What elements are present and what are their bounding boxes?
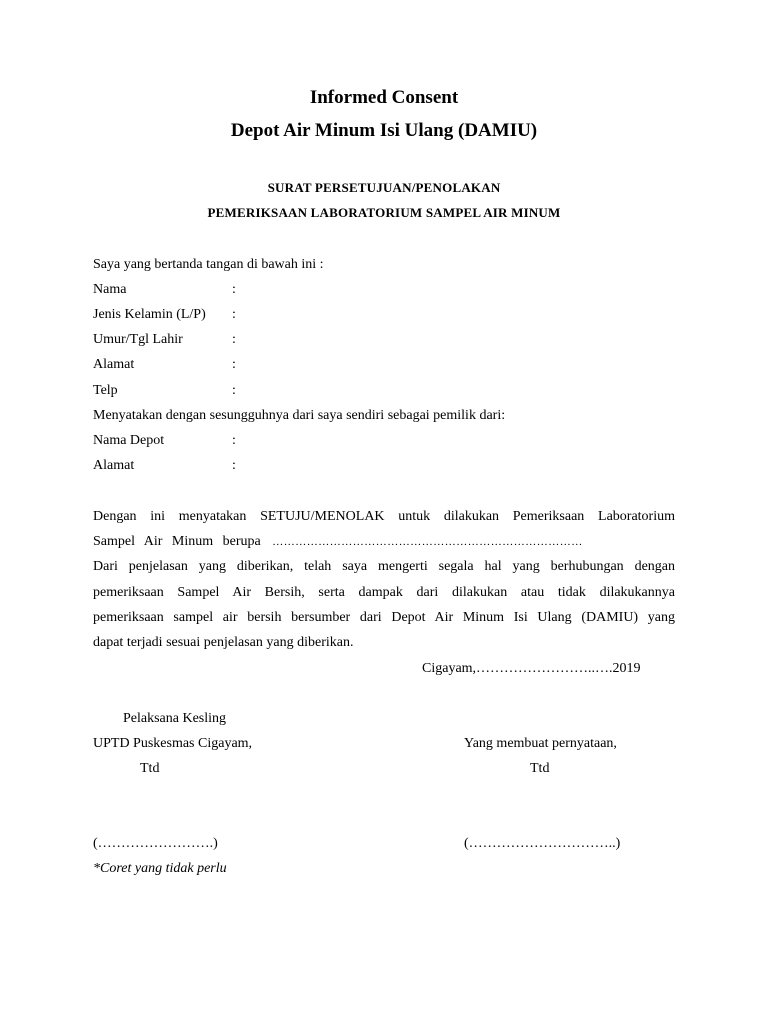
field-label-alamat: Alamat — [93, 357, 135, 372]
body-line: Dari penjelasan yang diberikan, telah saya mengerti segala hal yang berhubungan dengan — [93, 559, 675, 574]
signer-right-ttd: Ttd — [530, 761, 550, 776]
field-label-alamat-depot: Alamat — [93, 458, 135, 473]
intro-text: Saya yang bertanda tangan di bawah ini : — [93, 257, 324, 272]
letter-heading: SURAT PERSETUJUAN/PENOLAKAN — [267, 180, 501, 195]
document-subtitle: Depot Air Minum Isi Ulang (DAMIU) — [230, 120, 538, 141]
signer-left-role: Pelaksana Kesling — [123, 711, 227, 726]
date-line: Cigayam,……………………..….2019 — [422, 661, 641, 676]
statement-text: Menyatakan dengan sesungguhnya dari saya sendiri sebagai pemilik dari: — [93, 408, 506, 423]
signer-left-ttd: Ttd — [140, 761, 160, 776]
field-colon: : — [232, 458, 236, 473]
letter-subheading: PEMERIKSAAN LABORATORIUM SAMPEL AIR MINUM — [207, 205, 561, 220]
signer-left-blank: (…………………….) — [93, 836, 218, 851]
field-label-jenis-kelamin: Jenis Kelamin (L/P) — [93, 307, 206, 322]
field-label-nama: Nama — [93, 282, 127, 297]
field-colon: : — [232, 307, 236, 322]
field-colon: : — [232, 433, 236, 448]
signer-left-org: UPTD Puskesmas Cigayam, — [93, 736, 253, 751]
body-line: pemeriksaan Sampel Air Bersih, serta dampak dari dilakukan atau tidak dilakukannya — [93, 585, 675, 600]
body-line-fill — [93, 534, 675, 550]
body-line: pemeriksaan sampel air bersih bersumber dari Depot Air Minum Isi Ulang (DAMIU) yang — [93, 610, 675, 625]
signer-right-role: Yang membuat pernyataan, — [464, 736, 617, 751]
field-colon: : — [232, 383, 236, 398]
field-colon: : — [232, 357, 236, 372]
field-label-nama-depot: Nama Depot — [93, 433, 165, 448]
footnote: *Coret yang tidak perlu — [93, 861, 227, 876]
signer-right-blank: (…………………………..) — [464, 836, 621, 851]
body-line: dapat terjadi sesuai penjelasan yang diberikan. — [93, 635, 354, 650]
body-line-text: Sampel Air Minum berupa — [93, 534, 261, 549]
field-label-telp: Telp — [93, 383, 118, 398]
document-title: Informed Consent — [309, 87, 459, 108]
body-line: Dengan ini menyatakan SETUJU/MENOLAK untuk dilakukan Pemeriksaan Laboratorium — [93, 509, 675, 524]
fill-in-dots: ……………………………………………………………………… — [272, 536, 583, 548]
field-label-umur: Umur/Tgl Lahir — [93, 332, 183, 347]
field-colon: : — [232, 282, 236, 297]
field-colon: : — [232, 332, 236, 347]
